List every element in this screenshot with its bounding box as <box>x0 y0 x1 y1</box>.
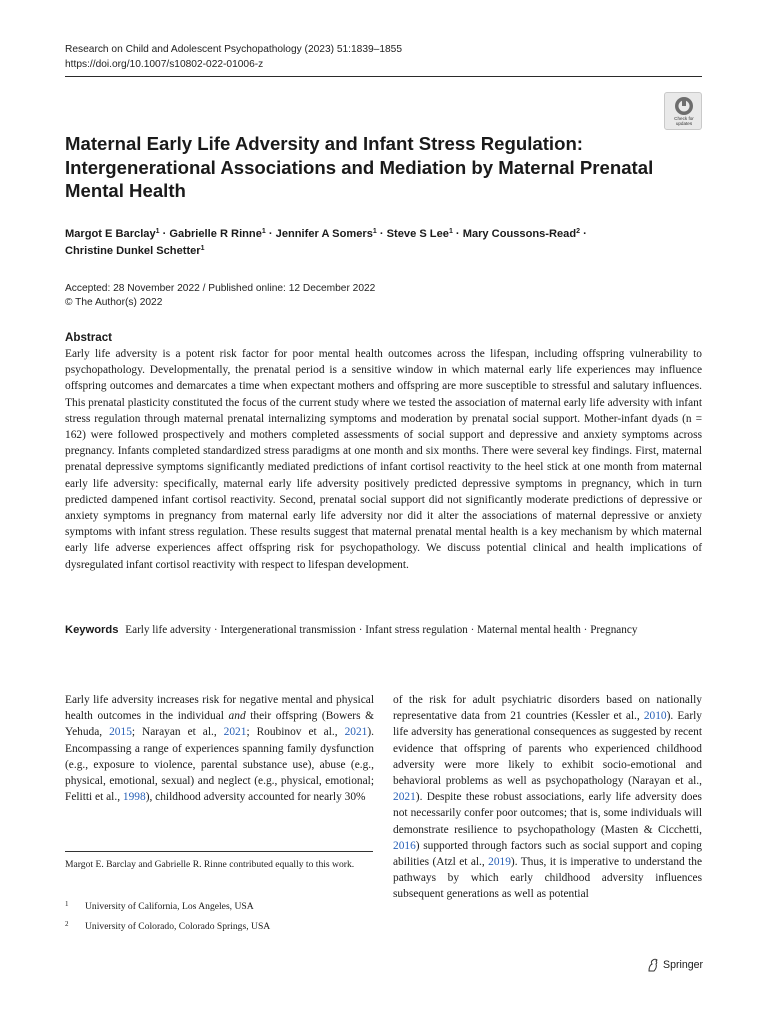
accepted-published-date: Accepted: 28 November 2022 / Published online: 12 December 2022 <box>65 283 376 294</box>
abstract-text: Early life adversity is a potent risk factor for poor mental health outcomes across the lifespan, including offspring vulnerability to psychopathology. Developmentally, the prenatal period is a sensitive window in which maternal early life experiences may influence offspring outcomes and demarcates a time when expectant mothers and offspring are more susceptible to stressful and salutary influences. This prenatal plasticity constituted the focus of the current study where we tested the association of maternal early life adversity with infant stress regulation through maternal prenatal internalizing symptoms and moderation by prenatal social support. Mother-infant dyads (n = 162) were followed prospectively and mothers completed assessments of social support and depressive and anxiety symptoms across pregnancy. Infants completed standardized stress paradigms at one month and six months. There were several key findings. First, maternal prenatal depressive symptoms significantly mediated predictions of infant cortisol reactivity to the heel stick at one month from maternal early life adversity: specifically, maternal early life adversity positively predicted depressive symptoms in pregnancy, which in turn predicted dampened infant cortisol reactivity. Second, prenatal social support did not significantly moderate predictions of depressive or anxiety symptoms in pregnancy from maternal early life adversity nor did it alter the associations of maternal depressive or anxiety symptoms with infant stress regulation. These results suggest that maternal prenatal mental health is a key mechanism by which maternal early life adverse experiences affect offspring risk for psychopathology. We discuss potential clinical and health implications of dysregulated infant cortisol reactivity with respect to lifespan development. <box>65 348 702 571</box>
author-affiliation-number: 2 <box>576 228 581 235</box>
keyword-separator: · <box>580 624 591 636</box>
author-affiliation-number: 1 <box>261 228 266 235</box>
journal-header <box>65 42 705 72</box>
author-separator: · <box>580 228 587 240</box>
body-text: ; Narayan et al., <box>131 726 224 739</box>
author-affiliation-number: 1 <box>200 245 205 252</box>
body-text: Early life adversity increases risk for negative mental and physical health outcomes in the individual <box>65 694 374 723</box>
citation-link[interactable]: 2019 <box>488 856 511 869</box>
footnote-rule <box>65 851 373 852</box>
keywords-list <box>125 624 637 636</box>
author-separator: · <box>452 228 463 240</box>
keyword-separator: · <box>467 624 478 636</box>
keyword-item: Maternal mental health <box>477 624 581 636</box>
body-column-left <box>65 692 374 805</box>
citation-link[interactable]: 2010 <box>643 710 667 723</box>
keywords-section <box>65 622 702 639</box>
citation-link[interactable]: 2021 <box>393 791 416 804</box>
author-name[interactable]: Gabrielle R Rinne <box>169 228 262 240</box>
footnote-equal-contribution: Margot E. Barclay and Gabrielle R. Rinne contributed equally to this work. <box>65 859 355 870</box>
keywords-heading: Keywords <box>65 624 119 636</box>
keyword-item: Intergenerational transmission <box>220 624 356 636</box>
body-text: ). Early life adversity has generational consequences as suggested by recent evidence that offspring of parents who experienced childhood adversity were more likely to exhibit socio-emotional and behavioral problems as well as psychopathology (Narayan et al., <box>393 710 702 788</box>
affiliation-number: 2 <box>65 920 69 928</box>
author-affiliation-number: 1 <box>155 228 160 235</box>
body-text: ), childhood adversity accounted for nearly 30% <box>145 791 366 804</box>
author-name[interactable]: Jennifer A Somers <box>275 228 373 240</box>
body-text: ; Roubinov et al., <box>246 726 345 739</box>
doi-link[interactable]: https://doi.org/10.1007/s10802-022-01006-z <box>65 59 264 70</box>
abstract-heading: Abstract <box>65 331 113 344</box>
footnote-affiliation-2 <box>65 918 270 933</box>
author-affiliation-number: 1 <box>372 228 377 235</box>
body-text: ) supported through factors such as social support and coping abilities (Atzl et al., <box>393 839 702 869</box>
header-rule <box>65 76 702 77</box>
author-list <box>65 226 705 260</box>
footnote-affiliation-1 <box>65 898 254 913</box>
copyright-line: © The Author(s) 2022 <box>65 296 163 308</box>
article-dates <box>65 282 705 309</box>
author-separator: · <box>265 228 276 240</box>
body-text: their offspring (Bowers & Yehuda, <box>65 710 374 739</box>
author-name[interactable]: Margot E Barclay <box>65 228 156 240</box>
journal-citation: Research on Child and Adolescent Psychopathology (2023) 51:1839–1855 <box>65 44 402 55</box>
check-for-updates-badge[interactable] <box>664 92 702 130</box>
citation-link[interactable]: 2016 <box>393 839 416 852</box>
check-for-updates-label: Check for updates <box>674 116 694 127</box>
citation-link[interactable]: 2021 <box>223 726 247 739</box>
keyword-item: Infant stress regulation <box>365 624 468 636</box>
author-separator: · <box>159 228 170 240</box>
publisher-logo <box>647 958 703 972</box>
springer-horse-icon <box>647 958 659 972</box>
keyword-separator: · <box>355 624 366 636</box>
citation-link[interactable]: 2015 <box>109 726 132 739</box>
author-name[interactable]: Christine Dunkel Schetter <box>65 245 201 257</box>
keyword-item: Pregnancy <box>590 624 638 636</box>
citation-link[interactable]: 1998 <box>122 791 146 804</box>
body-column-right <box>393 692 702 903</box>
author-affiliation-number: 1 <box>448 228 453 235</box>
body-text: and <box>228 710 246 723</box>
keyword-separator: · <box>211 624 221 636</box>
citation-link[interactable]: 2021 <box>344 726 368 739</box>
author-name[interactable]: Mary Coussons-Read <box>462 228 577 240</box>
author-name[interactable]: Steve S Lee <box>386 228 449 240</box>
publisher-name: Springer <box>663 959 704 971</box>
check-updates-icon <box>674 96 694 116</box>
affiliation-text: University of California, Los Angeles, USA <box>85 901 254 912</box>
body-text: ). Thus, it is imperative to understand the pathways by which early childhood adversity influences subsequent generations as well as potential <box>393 856 702 901</box>
body-text: ). Despite these robust associations, early life adversity does not necessarily confer poor outcomes; that is, some individuals will demonstrate resilience to psychopathology (Masten & Cicchetti, <box>393 791 702 836</box>
affiliation-text: University of Colorado, Colorado Springs, USA <box>85 921 271 932</box>
body-text: of the risk for adult psychiatric disorders based on nationally representative data from 21 countries (Kessler et al., <box>393 694 702 723</box>
body-text: ). Encompassing a range of experiences spanning family dysfunction (e.g., exposure to violence, parental substance use), abuse (e.g., physical, emotional, sexual) and neglect (e.g., physical, emotional; Felitti et al., <box>65 726 374 804</box>
affiliation-number: 1 <box>65 900 69 908</box>
author-separator: · <box>376 228 387 240</box>
keyword-item: Early life adversity <box>125 624 212 636</box>
article-title: Maternal Early Life Adversity and Infant Stress Regulation: Intergenerational Associations and Mediation by Maternal Prenatal Mental Health <box>65 133 654 201</box>
